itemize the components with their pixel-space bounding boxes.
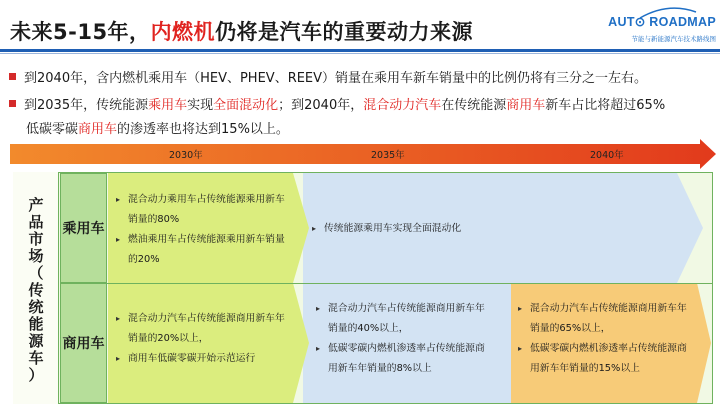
cell-commercial-2040: [518, 299, 714, 379]
list-item: ▸ 燃油乘用车占传统能源乘用新车销量 的20%: [116, 230, 316, 270]
cell-commercial-2035: [316, 299, 516, 379]
list-item: ▸ 商用车低碳零碳开始示范运行: [116, 349, 316, 369]
header-divider: [0, 49, 720, 52]
timeline-label-2030: 2030年: [169, 150, 203, 161]
category-passenger-car: 乘用车: [60, 173, 107, 283]
bullet-lowcarbon-commercial: 低碳零碳商用车的渗透率也将达到15%以上。: [26, 122, 289, 137]
timeline-label-2040: 2040年: [590, 150, 624, 161]
list-item: ▸ 低碳零碳内燃机渗透率占传统能源商 用新车年销量的8%以上: [316, 339, 516, 379]
row-header-text: 产 品 市 场 （ 传 统 能 源 车 ）: [28, 196, 44, 384]
list-item: ▸ 低碳零碳内燃机渗透率占传统能源商 用新车年销量的15%以上: [518, 339, 714, 379]
row-divider: [107, 283, 713, 284]
list-item: ▸ 混合动力汽车占传统能源商用新车年 销量的40%以上，: [316, 299, 516, 339]
header-divider-thin: [0, 53, 720, 54]
list-item: ▸ 传统能源乘用车实现全面混动化: [312, 219, 562, 239]
list-item: ▸ 混合动力乘用车占传统能源乘用新车 销量的80%: [116, 190, 316, 230]
list-item: ▸ 混合动力汽车占传统能源商用新车年 销量的65%以上，: [518, 299, 714, 339]
cell-passenger-2035: [312, 219, 562, 239]
bullet-square-icon: [9, 73, 16, 80]
timeline-label-2035: 2035年: [371, 150, 405, 161]
auto-roadmap-logo: AUT⊙ ROADMAP 节能与新能源汽车技术路线图: [612, 14, 718, 48]
bullet-passenger-2040: 到2040年，含内燃机乘用车（HEV、PHEV、REEV）销量在乘用车新车销量中的比例仍将有三分之一左右。: [9, 70, 647, 87]
page-title: 未来5-15年，内燃机仍将是汽车的重要动力来源: [10, 20, 474, 44]
cell-passenger-2030: [116, 190, 316, 270]
bullet-square-icon: [9, 100, 16, 107]
category-commercial-vehicle: 商用车: [60, 283, 107, 403]
cell-commercial-2030: [116, 309, 316, 369]
bullet-2035-2040: 到2035年，传统能源乘用车实现全面混动化；到2040年，混合动力汽车在传统能源商用车新车占比将超过65%: [9, 97, 665, 114]
list-item: ▸ 混合动力汽车占传统能源商用新车年 销量的20%以上，: [116, 309, 316, 349]
